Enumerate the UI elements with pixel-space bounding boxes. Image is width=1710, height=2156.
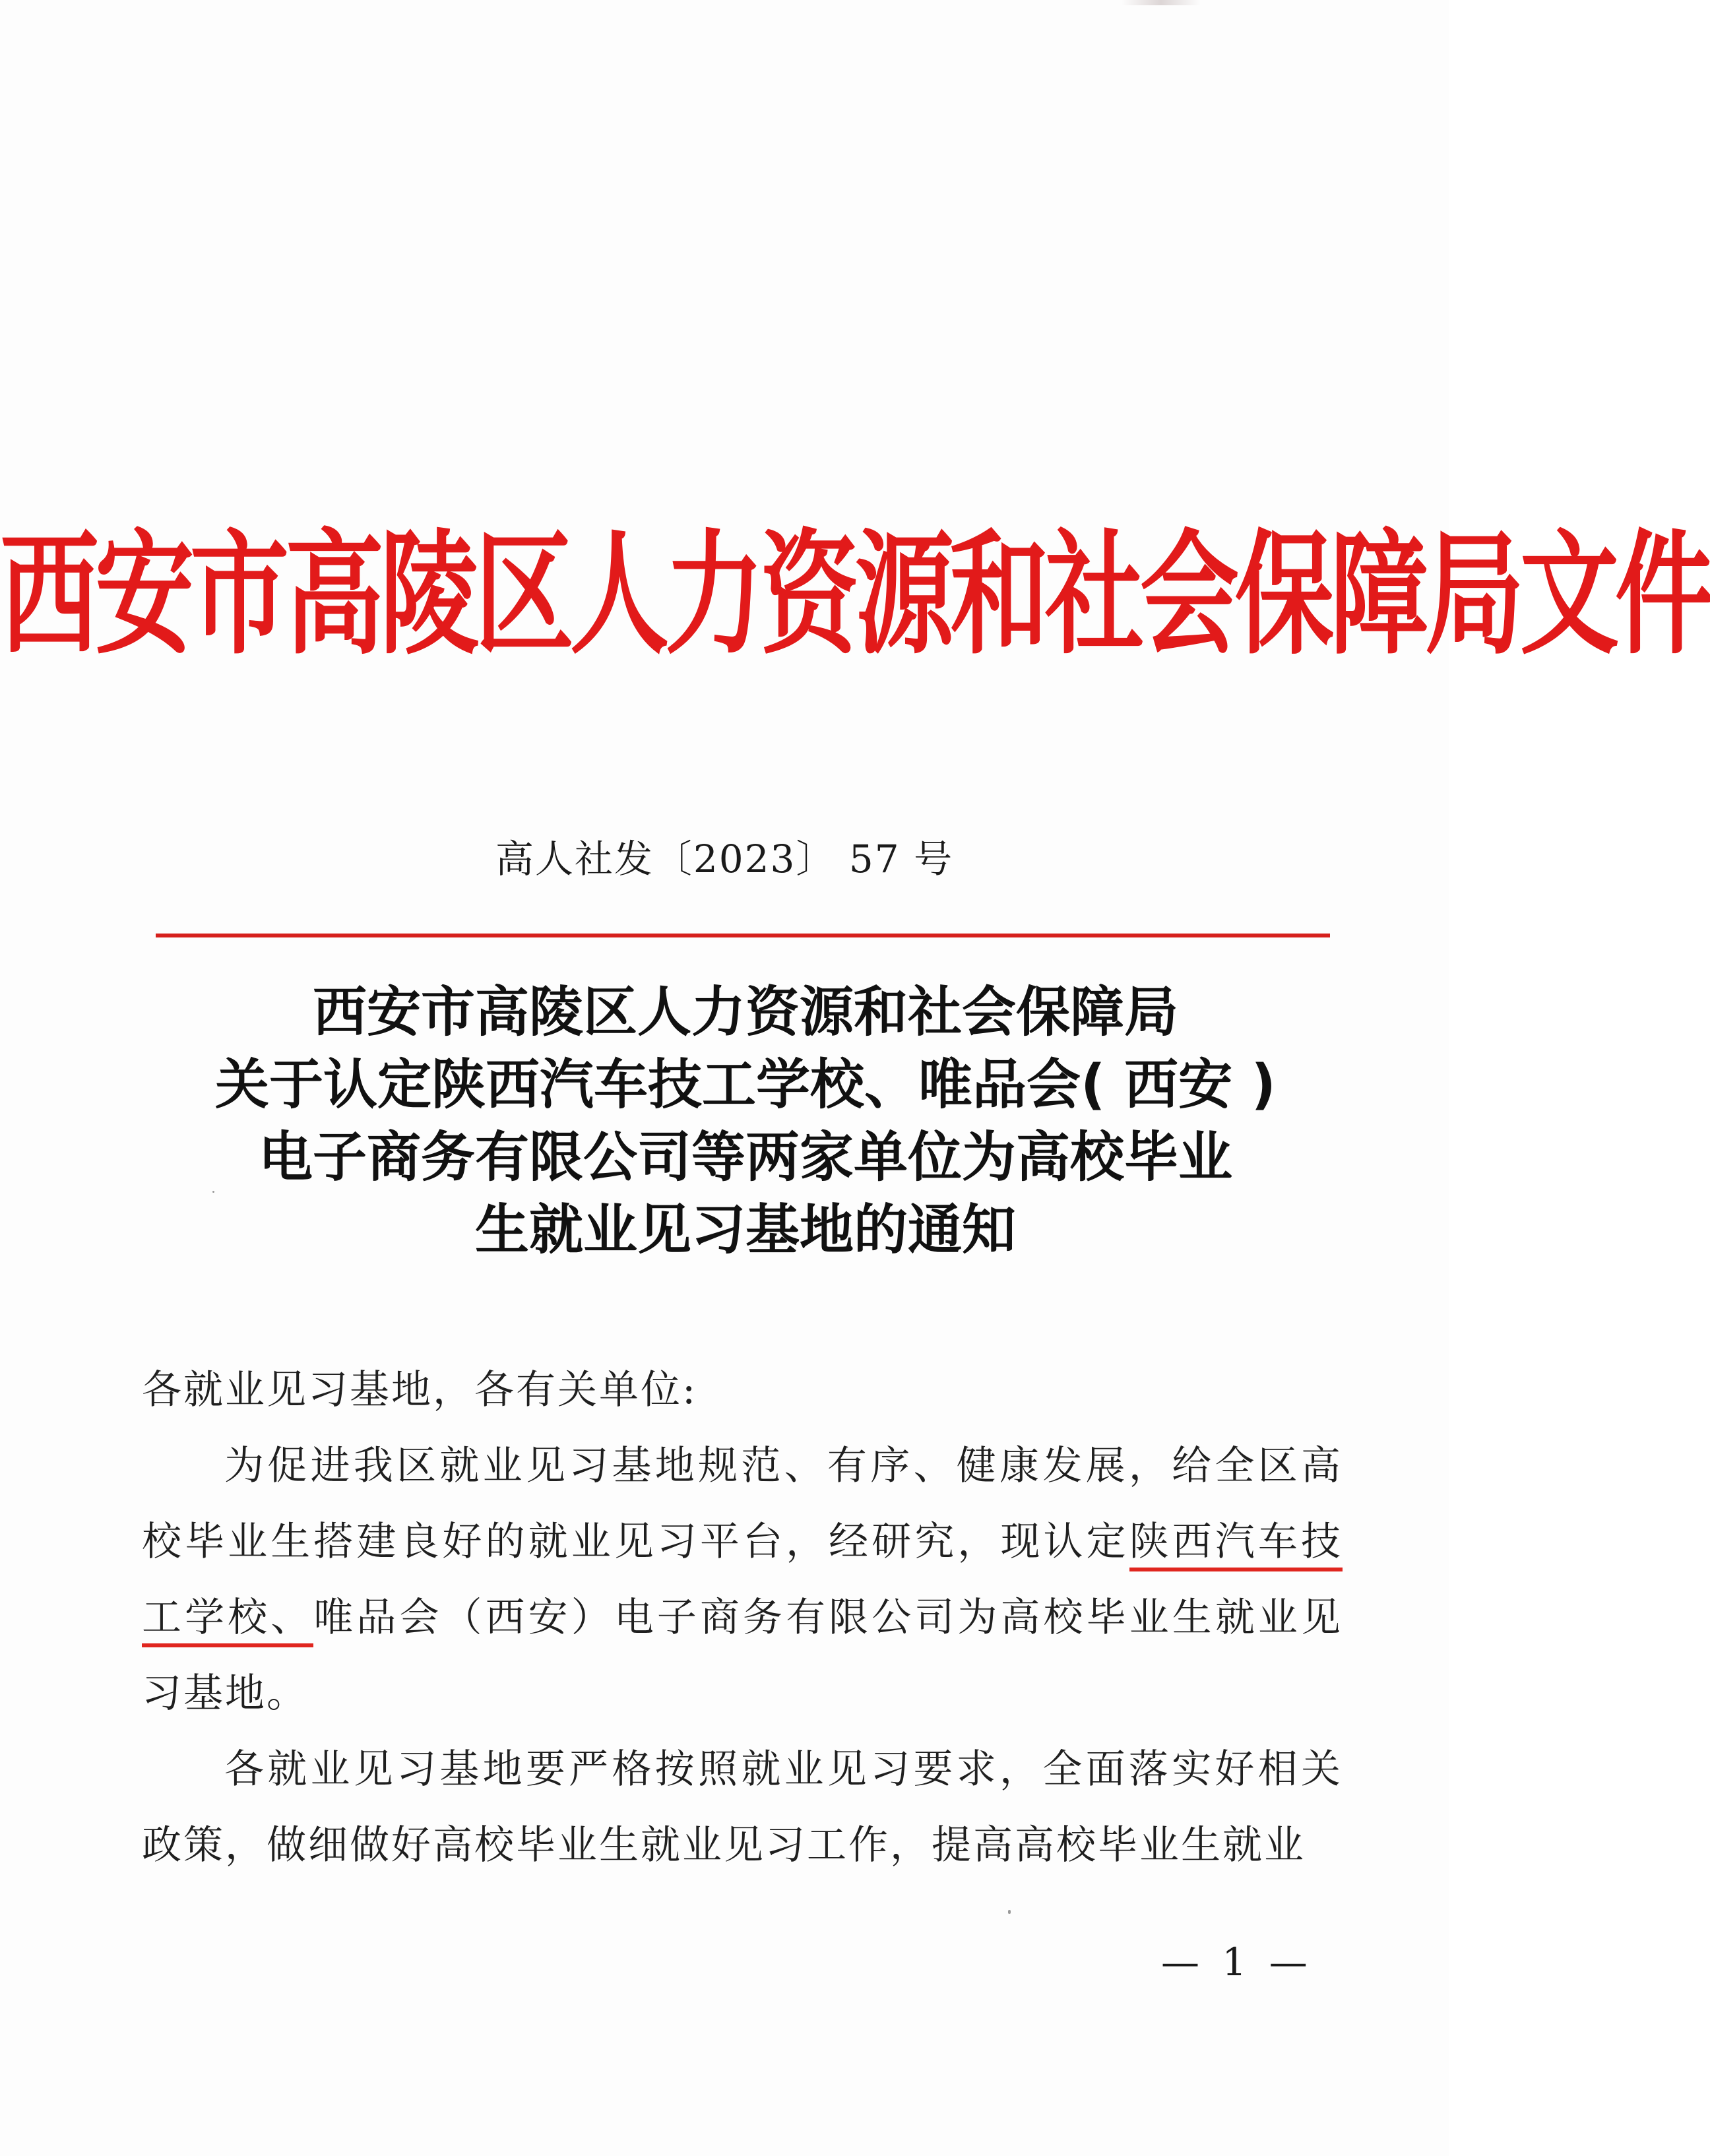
paragraph-1-text-start: 为促进我区就业见习基地规范、有序、健康发展，给全区高校毕业生搭建良好的就业见习平台，经研究，现认定 (142, 1443, 1343, 1565)
title-line: 西安市高陵区人力资源和社会保障局 (312, 981, 1178, 1044)
paragraph-2: 各就业见习基地要严格按照就业见习要求，全面落实好相关政策，做细做好高校毕业生就业见习工作，提高高校毕业生就业 (142, 1746, 1343, 1868)
red-divider-line (156, 934, 1330, 937)
title-line: 生就业见习基地的通知 (474, 1199, 1016, 1261)
scan-speck (1008, 1910, 1011, 1914)
title-line: 关于认定陕西汽车技工学校、唯品会( 西安 ) (214, 1054, 1277, 1116)
notice-body (142, 1352, 1343, 1884)
paragraph-1-text-end: 唯品会（西安）电子商务有限公司为高校毕业生就业见习基地。 (142, 1595, 1343, 1717)
document-number: 高人社发〔2023〕 57 号 (495, 837, 954, 881)
notice-title (132, 976, 1359, 1267)
page-number: — 1 — (1161, 1940, 1313, 1984)
paragraph-1 (142, 1428, 1343, 1732)
scan-edge-mark (1122, 0, 1201, 5)
scan-speck (212, 1191, 214, 1193)
title-line: 电子商务有限公司等两家单位为高校毕业 (258, 1126, 1232, 1189)
document-masthead: 西安市高陵区人力资源和社会保障局文件 (0, 516, 1710, 674)
salutation: 各就业见习基地，各有关单位: (142, 1367, 698, 1413)
underlined-school-name: 陕西汽车技工学校、 (142, 1519, 1343, 1647)
